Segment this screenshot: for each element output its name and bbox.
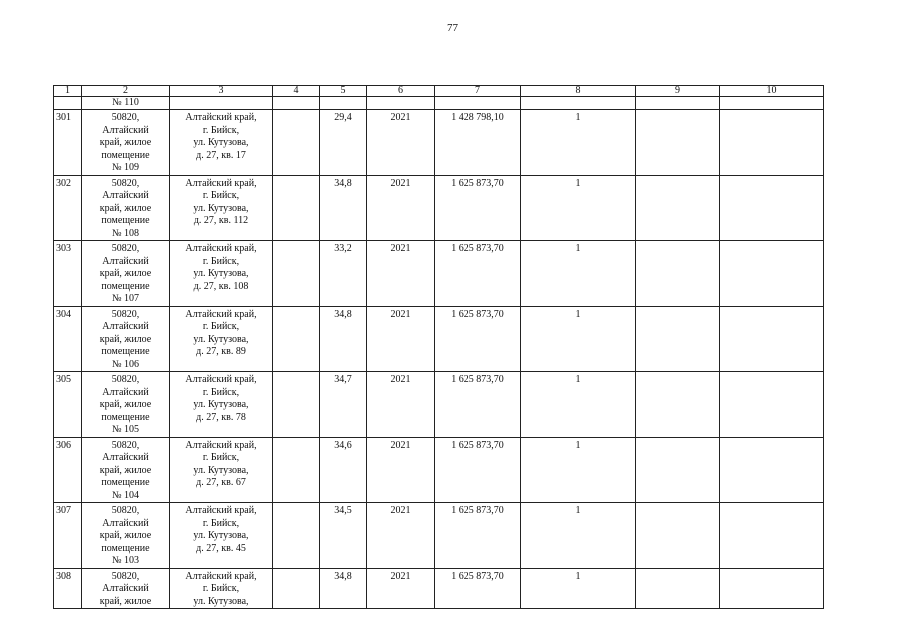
row-number-cell: 304 (54, 306, 82, 372)
object-name-cell-line: 50820, (111, 112, 140, 123)
object-name-cell-line: № 107 (111, 293, 140, 304)
object-name-cell-line: помещение (101, 215, 150, 226)
col10-cell (720, 437, 824, 503)
column-header: 7 (435, 86, 521, 97)
object-name-cell (82, 110, 170, 176)
column-header: 6 (367, 86, 435, 97)
table-row (54, 568, 824, 609)
year-cell: 2021 (367, 372, 435, 438)
object-name-cell-line: Алтайский (102, 321, 149, 332)
object-name-cell-line: помещение (101, 542, 150, 554)
address-cell-line: ул. Кутузова, (193, 202, 249, 214)
quantity-cell: 1 (521, 437, 636, 503)
address-cell-line: ул. Кутузова, (193, 268, 249, 279)
object-name-cell-line: помещение (101, 411, 150, 423)
object-name-cell-line: помещение (101, 477, 150, 488)
address-cell-line: Алтайский край, (185, 374, 257, 385)
object-name-cell-line: край, жилое (99, 137, 152, 148)
address-cell (170, 372, 273, 438)
column-header: 9 (636, 86, 720, 97)
col9-cell (636, 306, 720, 372)
address-cell-line: г. Бийск, (202, 583, 240, 594)
quantity-cell: 1 (521, 175, 636, 241)
address-cell-line: ул. Кутузова, (193, 595, 249, 607)
object-name-cell-line: 50820, (111, 177, 140, 189)
cell (320, 97, 367, 110)
area-cell: 34,8 (320, 175, 367, 241)
col9-cell (636, 437, 720, 503)
col10-cell (720, 241, 824, 307)
col9-cell (636, 372, 720, 438)
address-cell-line: д. 27, кв. 45 (196, 542, 246, 554)
cost-cell: 1 428 798,10 (435, 110, 521, 176)
address-cell-line: Алтайский край, (185, 243, 257, 254)
cell (273, 97, 320, 110)
address-cell-line: г. Бийск, (202, 517, 240, 529)
area-cell: 33,2 (320, 241, 367, 307)
area-cell: 34,7 (320, 372, 367, 438)
object-name-cell-line: 50820, (111, 439, 140, 451)
address-cell (170, 306, 273, 372)
address-cell-line: Алтайский край, (185, 112, 257, 123)
cell (720, 97, 824, 110)
quantity-cell: 1 (521, 503, 636, 569)
cell (636, 97, 720, 110)
quantity-cell: 1 (521, 110, 636, 176)
address-cell-line: ул. Кутузова, (193, 137, 249, 148)
object-name-cell-line: Алтайский (102, 124, 149, 136)
address-cell-line: ул. Кутузова, (193, 464, 249, 476)
year-cell: 2021 (367, 306, 435, 372)
object-name-cell-line: № 108 (111, 227, 140, 239)
row-number-cell: 303 (54, 241, 82, 307)
address-cell-line: ул. Кутузова, (193, 333, 249, 345)
object-name-cell-line: № 103 (111, 555, 140, 566)
object-name-cell-line: Алтайский (102, 255, 149, 267)
col10-cell (720, 503, 824, 569)
cell (367, 97, 435, 110)
address-cell-line: г. Бийск, (202, 124, 240, 136)
address-cell-line: д. 27, кв. 17 (196, 149, 246, 161)
col10-cell (720, 175, 824, 241)
object-name-cell-line: 50820, (111, 243, 140, 254)
address-cell (170, 175, 273, 241)
object-name-cell (82, 175, 170, 241)
column-header: 1 (54, 86, 82, 97)
quantity-cell: 1 (521, 306, 636, 372)
page-number: 77 (447, 22, 458, 34)
column-header: 2 (82, 86, 170, 97)
col4-cell (273, 568, 320, 609)
address-cell-line: г. Бийск, (202, 386, 240, 398)
table-row (54, 372, 824, 438)
col10-cell (720, 306, 824, 372)
row-number-cell: 307 (54, 503, 82, 569)
object-name-cell (82, 241, 170, 307)
object-name-cell (82, 437, 170, 503)
quantity-cell: 1 (521, 372, 636, 438)
object-name-cell-line: Алтайский (102, 583, 149, 594)
object-name-cell (82, 306, 170, 372)
row-number-cell: 308 (54, 568, 82, 609)
object-name-cell-line: 50820, (111, 374, 140, 385)
row-number-cell: 305 (54, 372, 82, 438)
cost-cell: 1 625 873,70 (435, 175, 521, 241)
object-name-cell (82, 568, 170, 609)
object-name-cell-line: помещение (101, 280, 150, 292)
table-row (54, 503, 824, 569)
object-name-cell-line: край, жилое (99, 333, 152, 345)
row-number-cell: 302 (54, 175, 82, 241)
table-row (54, 110, 824, 176)
address-cell-line: д. 27, кв. 108 (193, 280, 249, 292)
object-name-cell-line: край, жилое (99, 530, 152, 541)
address-cell (170, 110, 273, 176)
table-row (54, 437, 824, 503)
address-cell-line: д. 27, кв. 78 (196, 411, 246, 423)
table-row (54, 241, 824, 307)
object-name-cell-line: 50820, (111, 308, 140, 320)
year-cell: 2021 (367, 568, 435, 609)
address-cell-line: г. Бийск, (202, 321, 240, 332)
area-cell: 29,4 (320, 110, 367, 176)
address-cell (170, 568, 273, 609)
object-name-cell-line: № 105 (111, 424, 140, 435)
col10-cell (720, 372, 824, 438)
col4-cell (273, 241, 320, 307)
address-cell-line: Алтайский край, (185, 570, 257, 582)
address-cell-line: д. 27, кв. 67 (196, 477, 246, 488)
cell (54, 97, 82, 110)
col4-cell (273, 437, 320, 503)
object-name-cell-line: 50820, (111, 505, 140, 516)
column-header: 4 (273, 86, 320, 97)
object-name-cell-line: край, жилое (99, 268, 152, 279)
object-name-cell-line: край, жилое (99, 202, 152, 214)
object-name-cell (82, 372, 170, 438)
area-cell: 34,8 (320, 306, 367, 372)
year-cell: 2021 (367, 241, 435, 307)
object-name-cell-line: № 104 (111, 489, 140, 501)
col10-cell (720, 568, 824, 609)
cell (170, 97, 273, 110)
address-cell-line: Алтайский край, (185, 177, 257, 189)
address-cell-line: г. Бийск, (202, 255, 240, 267)
col9-cell (636, 241, 720, 307)
table-row (54, 175, 824, 241)
col4-cell (273, 372, 320, 438)
address-cell-line: г. Бийск, (202, 190, 240, 201)
object-name-cell-line: № 106 (111, 358, 140, 370)
address-cell (170, 437, 273, 503)
col10-cell (720, 110, 824, 176)
address-cell-line: Алтайский край, (185, 308, 257, 320)
continuation-row (54, 97, 824, 110)
address-cell-line: Алтайский край, (185, 505, 257, 516)
cost-cell: 1 625 873,70 (435, 503, 521, 569)
address-cell-line: Алтайский край, (185, 439, 257, 451)
year-cell: 2021 (367, 110, 435, 176)
cell (521, 97, 636, 110)
col4-cell (273, 110, 320, 176)
column-header: 3 (170, 86, 273, 97)
cost-cell: 1 625 873,70 (435, 372, 521, 438)
col9-cell (636, 568, 720, 609)
column-header: 5 (320, 86, 367, 97)
area-cell: 34,8 (320, 568, 367, 609)
col4-cell (273, 175, 320, 241)
object-name-cell-line: помещение (101, 149, 150, 161)
continued-object-number: № 110 (82, 97, 170, 110)
object-name-cell (82, 503, 170, 569)
quantity-cell: 1 (521, 568, 636, 609)
col9-cell (636, 110, 720, 176)
address-cell-line: ул. Кутузова, (193, 399, 249, 410)
column-number-row (54, 86, 824, 97)
year-cell: 2021 (367, 175, 435, 241)
table-row (54, 306, 824, 372)
column-header: 10 (720, 86, 824, 97)
cost-cell: 1 625 873,70 (435, 306, 521, 372)
object-name-cell-line: Алтайский (102, 517, 149, 529)
object-name-cell-line: 50820, (111, 570, 140, 582)
row-number-cell: 306 (54, 437, 82, 503)
col4-cell (273, 306, 320, 372)
object-name-cell-line: край, жилое (99, 464, 152, 476)
object-name-cell-line: Алтайский (102, 190, 149, 201)
year-cell: 2021 (367, 503, 435, 569)
address-cell-line: ул. Кутузова, (193, 530, 249, 541)
address-cell-line: г. Бийск, (202, 452, 240, 463)
col4-cell (273, 503, 320, 569)
year-cell: 2021 (367, 437, 435, 503)
area-cell: 34,5 (320, 503, 367, 569)
col9-cell (636, 503, 720, 569)
object-name-cell-line: край, жилое (99, 399, 152, 410)
column-header: 8 (521, 86, 636, 97)
address-cell (170, 241, 273, 307)
address-cell (170, 503, 273, 569)
cost-cell: 1 625 873,70 (435, 437, 521, 503)
object-name-cell-line: Алтайский (102, 452, 149, 463)
object-name-cell-line: помещение (101, 346, 150, 357)
object-name-cell-line: Алтайский (102, 386, 149, 398)
cost-cell: 1 625 873,70 (435, 568, 521, 609)
cell (435, 97, 521, 110)
address-cell-line: д. 27, кв. 89 (196, 346, 246, 357)
object-name-cell-line: край, жилое (99, 595, 152, 607)
col9-cell (636, 175, 720, 241)
object-name-cell-line: № 109 (111, 162, 140, 173)
cost-cell: 1 625 873,70 (435, 241, 521, 307)
property-register-table (53, 85, 824, 609)
quantity-cell: 1 (521, 241, 636, 307)
address-cell-line: д. 27, кв. 112 (193, 215, 249, 226)
row-number-cell: 301 (54, 110, 82, 176)
area-cell: 34,6 (320, 437, 367, 503)
